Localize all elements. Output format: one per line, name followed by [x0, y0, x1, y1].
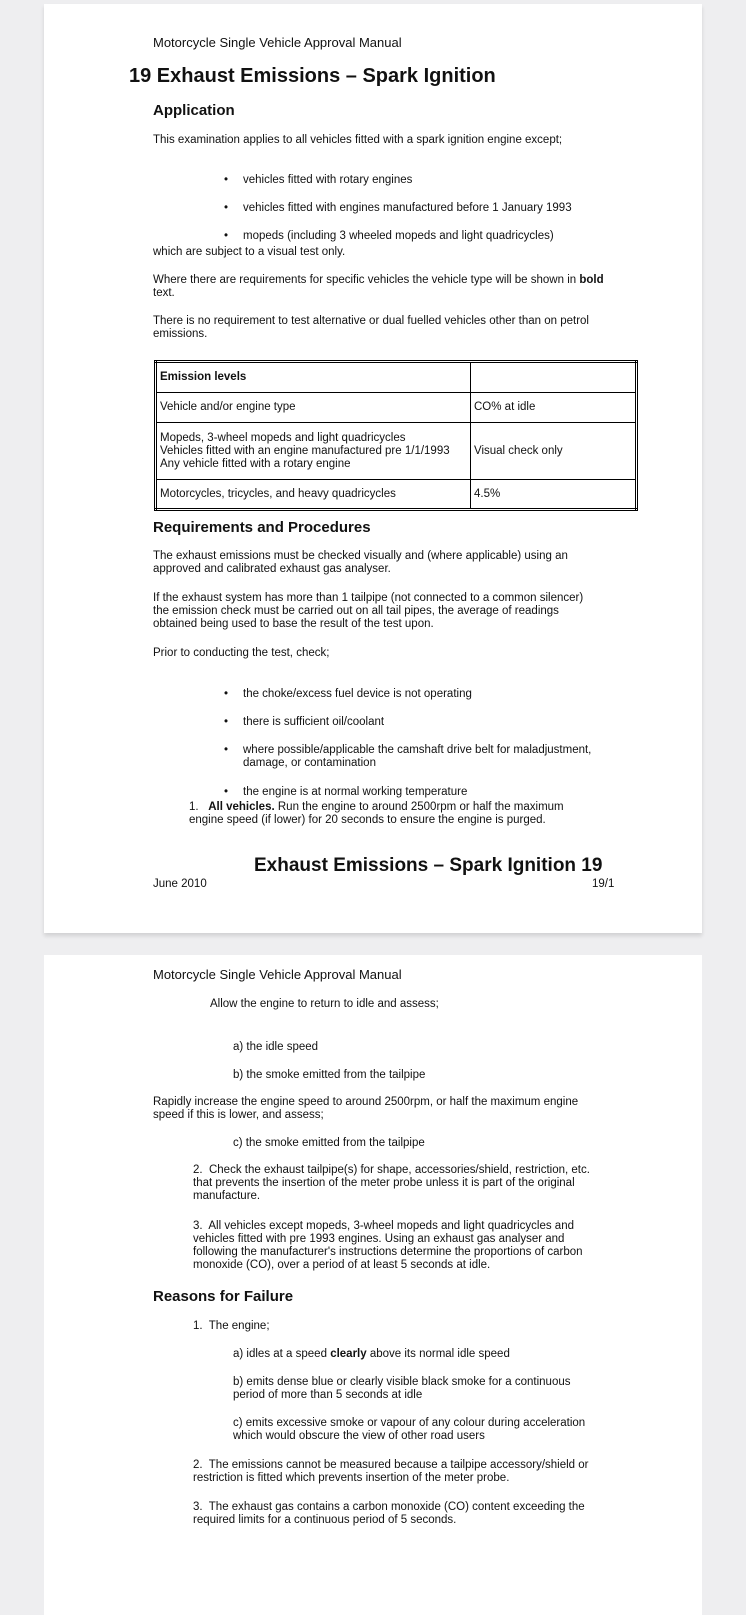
table-title: Emission levels	[156, 362, 471, 393]
chapter-title: 19 Exhaust Emissions – Spark Ignition	[129, 65, 496, 87]
col2-header: CO% at idle	[471, 393, 637, 423]
co-value-cell: 4.5%	[471, 480, 637, 510]
table-row	[156, 423, 637, 480]
bold-note: Where there are requirements for specific vehicles the vehicle type will be shown in bold text.	[153, 274, 604, 299]
document-page-1	[44, 4, 702, 933]
exception-item: • vehicles fitted with rotary engines	[243, 174, 412, 187]
failure-sub-b: b) emits dense blue or clearly visible black smoke for a continuous period of more than 5 seconds at idle	[233, 1376, 571, 1401]
footer-date: June 2010	[153, 878, 207, 890]
running-header: Motorcycle Single Vehicle Approval Manual	[153, 967, 402, 982]
failure-reason-1: 1. The engine;	[193, 1320, 270, 1332]
section-heading-requirements: Requirements and Procedures	[153, 519, 371, 536]
check-item: • there is sufficient oil/coolant	[243, 716, 384, 729]
step-2: 2. Check the exhaust tailpipe(s) for shape, accessories/shield, restriction, etc. that prevents the insertion of the meter probe unless it is part of the original manufacture.	[193, 1164, 590, 1202]
check-item: • where possible/applicable the camshaft drive belt for maladjustment, damage, or contamination	[243, 744, 591, 770]
exception-item: • mopeds (including 3 wheeled mopeds and light quadricycles)	[243, 230, 554, 243]
footer-title: Exhaust Emissions – Spark Ignition 19	[254, 855, 603, 876]
document-page-2	[44, 955, 702, 1615]
running-header: Motorcycle Single Vehicle Approval Manual	[153, 35, 402, 50]
page-number: 19/1	[592, 878, 615, 890]
section-heading-application: Application	[153, 102, 235, 119]
idle-assess-intro: Allow the engine to return to idle and assess;	[210, 998, 439, 1010]
application-intro: This examination applies to all vehicles fitted with a spark ignition engine except;	[153, 134, 563, 146]
failure-sub-c: c) emits excessive smoke or vapour of any colour during acceleration which would obscure the view of other road users	[233, 1417, 586, 1442]
fuel-note: There is no requirement to test alternative or dual fuelled vehicles other than on petrol emissions.	[153, 315, 589, 340]
table-title-empty	[471, 362, 637, 393]
col1-header: Vehicle and/or engine type	[156, 393, 471, 423]
failure-reason-2: 2. The emissions cannot be measured because a tailpipe accessory/shield or restriction is fitted which prevents insertion of the meter probe.	[193, 1459, 589, 1484]
prior-check-intro: Prior to conducting the test, check;	[153, 647, 330, 659]
vehicle-type-cell: Mopeds, 3-wheel mopeds and light quadricycles Vehicles fitted with an engine manufactured pre 1/1/1993 Any vehicle fitted with a rotary engine	[156, 423, 471, 480]
check-item: • the engine is at normal working temperature	[243, 786, 467, 799]
assess-item: a) the idle speed	[233, 1041, 319, 1053]
emission-levels-table	[154, 360, 638, 511]
rapid-increase-para: Rapidly increase the engine speed to around 2500rpm, or half the maximum engine speed if this is lower, and assess;	[153, 1096, 579, 1121]
requirements-para-1: The exhaust emissions must be checked visually and (where applicable) using an approved and calibrated exhaust gas analyser.	[153, 550, 568, 575]
failure-sub-a: a) idles at a speed clearly above its normal idle speed	[233, 1348, 510, 1360]
step-3: 3. All vehicles except mopeds, 3-wheel mopeds and light quadricycles and vehicles fitted with pre 1993 engines. Using an exhaust gas analyser and following the manufacturer's instructions determine the proportions of carbon monoxide (CO), over a period of at least 5 seconds at idle.	[193, 1220, 583, 1271]
check-item: • the choke/excess fuel device is not operating	[243, 688, 472, 701]
assess-item: b) the smoke emitted from the tailpipe	[233, 1069, 426, 1081]
section-heading-failure: Reasons for Failure	[153, 1288, 294, 1305]
failure-reason-3: 3. The exhaust gas contains a carbon monoxide (CO) content exceeding the required limits for a continuous period of 5 seconds.	[193, 1501, 585, 1526]
co-value-cell: Visual check only	[471, 423, 637, 480]
step-1: 1. All vehicles. Run the engine to around 2500rpm or half the maximum engine speed (if lower) for 20 seconds to ensure the engine is purged.	[189, 801, 564, 826]
vehicle-type-cell: Motorcycles, tricycles, and heavy quadricycles	[156, 480, 471, 510]
visual-note: which are subject to a visual test only.	[153, 246, 346, 258]
requirements-para-2: If the exhaust system has more than 1 tailpipe (not connected to a common silencer) the emission check must be carried out on all tail pipes, the average of readings obtained being used to base the result of the test upon.	[153, 592, 584, 630]
assess-item: c) the smoke emitted from the tailpipe	[233, 1137, 425, 1149]
exception-item: • vehicles fitted with engines manufactured before 1 January 1993	[243, 202, 572, 215]
table-row	[156, 480, 637, 510]
